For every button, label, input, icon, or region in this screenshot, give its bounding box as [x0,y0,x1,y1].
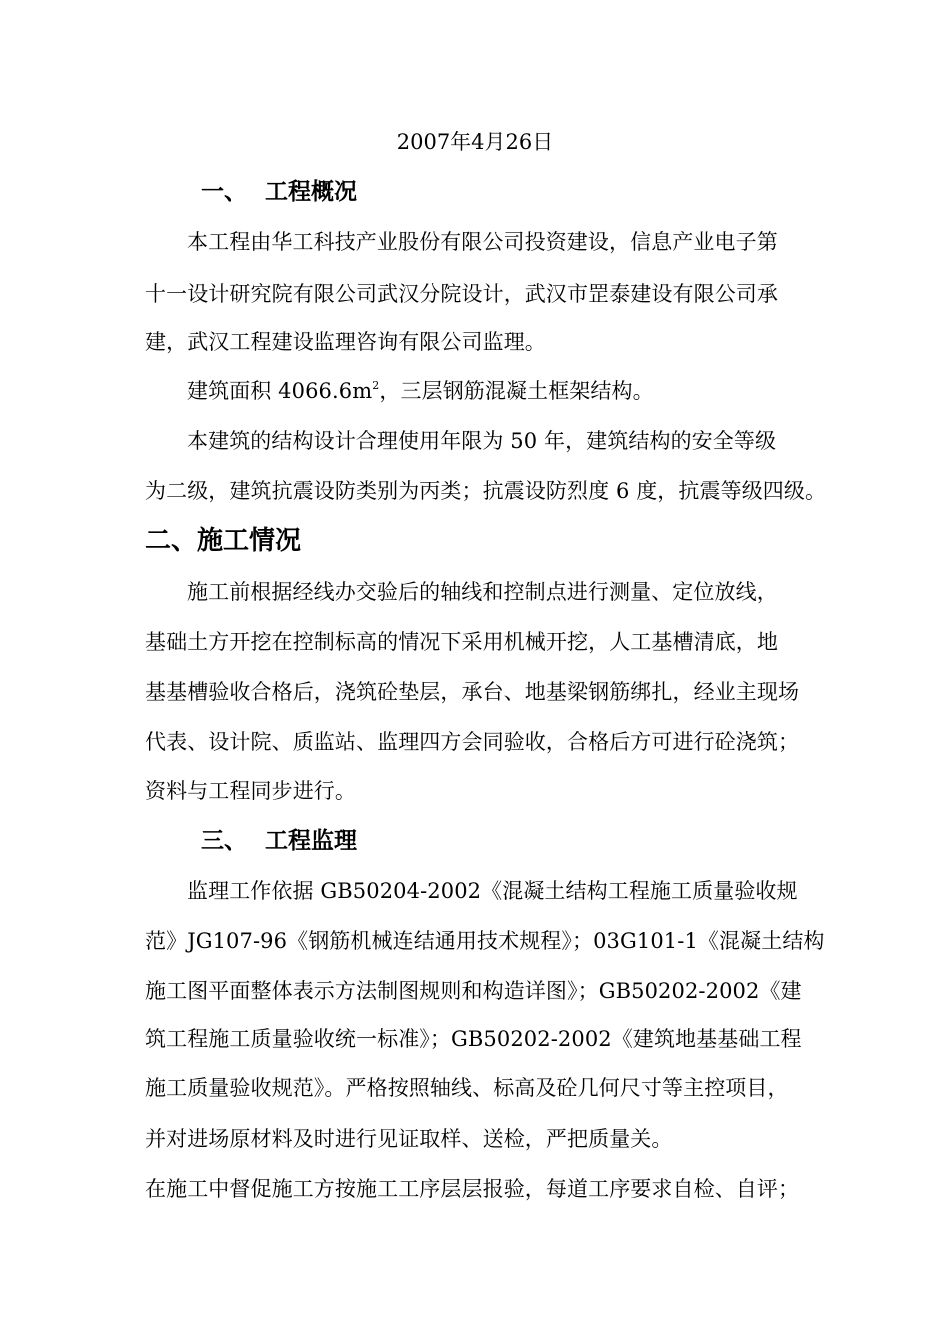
paragraph-line: 施工前根据经线办交验后的轴线和控制点进行测量、定位放线， [187,580,778,604]
paragraph-line: 监理工作依据 GB50204-2002《混凝土结构工程施工质量验收规 [187,879,798,903]
section-2-heading: 二、施工情况 [145,526,302,556]
section-1-heading [201,176,357,208]
paragraph-line: 代表、设计院、质监站、监理四方会同验收，合格后方可进行砼浇筑； [145,730,800,754]
section-3-heading [201,825,357,857]
document-date: 2007年4月26日 [396,130,554,154]
paragraph-line: 本建筑的结构设计合理使用年限为 50 年，建筑结构的安全等级 [187,429,777,453]
paragraph-line: 范》JG107-96《钢筋机械连结通用技术规程》；03G101-1《混凝土结构 [145,929,825,953]
paragraph-line: 基础土方开挖在控制标高的情况下采用机械开挖，人工基槽清底，地 [145,630,778,654]
paragraph-line: 本工程由华工科技产业股份有限公司投资建设，信息产业电子第 [187,230,778,254]
paragraph-line: 十一设计研究院有限公司武汉分院设计，武汉市罡泰建设有限公司承 [145,282,778,306]
structure-text: ，三层钢筋混凝土框架结构。 [379,379,654,403]
area-text: 建筑面积 4066.6m [187,379,373,403]
paragraph-line: 基基槽验收合格后，浇筑砼垫层，承台、地基梁钢筋绑扎，经业主现场 [145,680,800,704]
paragraph-line: 在施工中督促施工方按施工工序层层报验，每道工序要求自检、自评； [145,1177,800,1201]
section-1-number: 一、 [201,178,247,205]
paragraph-line: 资料与工程同步进行。 [145,779,356,803]
paragraph-line: 为二级，建筑抗震设防类别为丙类；抗震设防烈度 6 度，抗震等级四级。 [145,479,827,503]
paragraph-line: 并对进场原材料及时进行见证取样、送检，严把质量关。 [145,1127,673,1151]
section-3-title: 工程监理 [265,827,357,854]
paragraph-line: 施工图平面整体表示方法制图规则和构造详图》；GB50202-2002《建 [145,979,802,1003]
area-unit-superscript: 2 [372,379,380,392]
section-3-number: 三、 [201,827,247,854]
section-1-title: 工程概况 [265,178,357,205]
area-paragraph [187,376,867,406]
paragraph-line: 筑工程施工质量验收统一标准》；GB50202-2002《建筑地基基础工程 [145,1027,802,1051]
paragraph-line: 施工质量验收规范》。严格按照轴线、标高及砼几何尺寸等主控项目， [145,1076,789,1100]
paragraph-line: 建，武汉工程建设监理咨询有限公司监理。 [145,330,546,354]
